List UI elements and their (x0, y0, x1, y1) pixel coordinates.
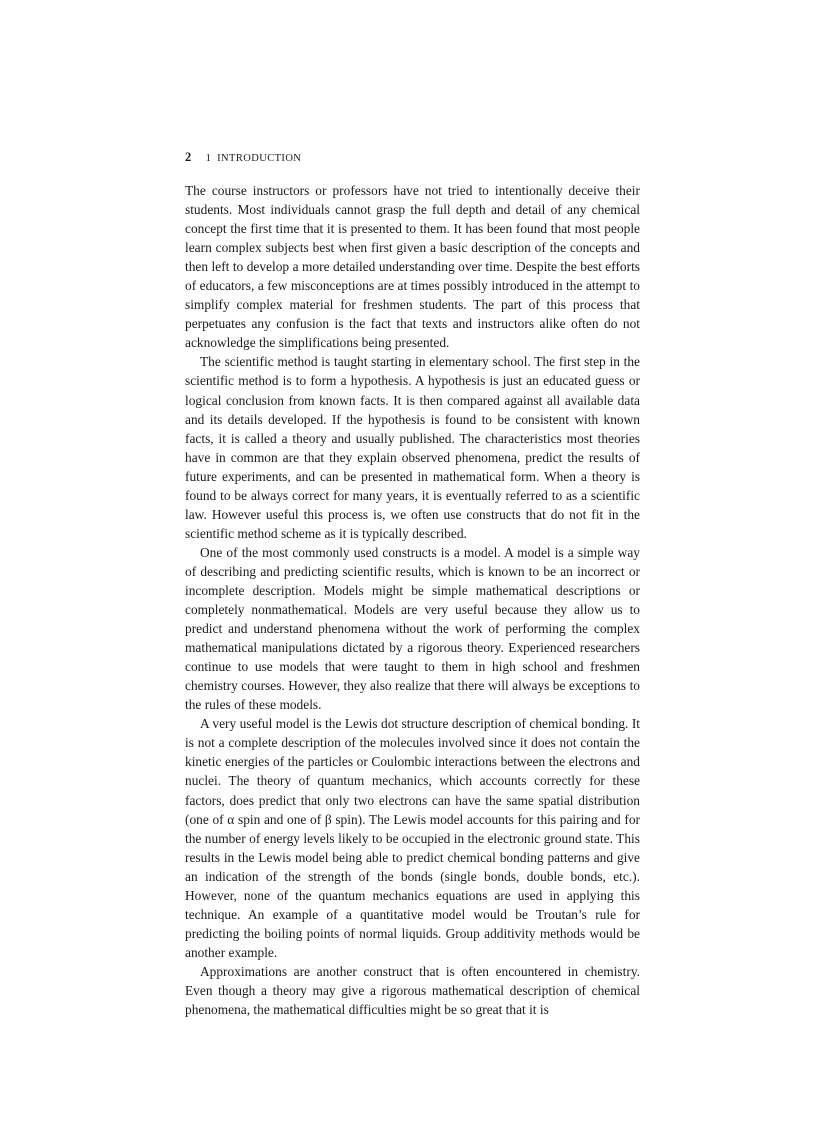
paragraph-approximations: Approximations are another construct that is often encountered in chemistry. Even though a theory may give a rigorous mathematical description of chemical phenomena, the mathematical difficulties might be so great that it is (185, 963, 640, 1018)
paragraph-instructors: The course instructors or professors have not tried to intentionally deceive their students. Most individuals cannot grasp the full depth and detail of any chemical concept the first time that it is presented to them. It has been found that most people learn complex subjects best when first given a basic description of the concepts and then left to develop a more detailed understanding over time. Despite the best efforts of educators, a few misconceptions are at times possibly introduced in the attempt to simplify complex material for freshmen students. The part of this process that perpetuates any confusion is the fact that texts and instructors alike often do not acknowledge the simplifications being presented. (185, 183, 640, 351)
chapter-title: INTRODUCTION (217, 153, 302, 164)
body-text (185, 181, 640, 1019)
paragraph-models: One of the most commonly used constructs is a model. A model is a simple way of describing and predicting scientific results, which is known to be an incorrect or incomplete description. Models might be simple mathematical descriptions or completely nonmathematical. Models are very useful because they allow us to predict and understand phenomena without the work of performing the complex mathematical manipulations dictated by a rigorous theory. Experienced researchers continue to use models that were taught to them in high school and freshmen chemistry courses. However, they also realize that there will always be exceptions to the rules of these models. (185, 544, 640, 713)
paragraph-lewis-model: A very useful model is the Lewis dot structure description of chemical bonding. It is not a complete description of the molecules involved since it does not contain the kinetic energies of the particles or Coulombic interactions between the electrons and nuclei. The theory of quantum mechanics, which accounts correctly for these factors, does predict that only two electrons can have the same spatial distribution (one of α spin and one of β spin). The Lewis model accounts for this pairing and for the number of energy levels likely to be occupied in the electronic ground state. This results in the Lewis model being able to predict chemical bonding patterns and give an indication of the strength of the bonds (single bonds, double bonds, etc.). However, none of the quantum mechanics equations are used in applying this technique. An example of a quantitative model would be Troutan’s rule for predicting the boiling points of normal liquids. Group additivity methods would be another example. (185, 716, 640, 960)
paragraph-scientific-method: The scientific method is taught starting in elementary school. The first step in the scientific method is to form a hypothesis. A hypothesis is just an educated guess or logical conclusion from known facts. It is then compared against all available data and its details developed. If the hypothesis is found to be consistent with known facts, it is called a theory and usually published. The characteristics most theories have in common are that they explain observed phenomena, predict the results of future experiments, and can be presented in mathematical form. When a theory is found to be always correct for many years, it is eventually referred to as a scientific law. However useful this process is, we often use constructs that do not fit in the scientific method scheme as it is typically described. (185, 354, 640, 541)
page-number: 2 (185, 150, 192, 164)
chapter-number: 1 (205, 152, 212, 164)
running-head (185, 150, 301, 165)
